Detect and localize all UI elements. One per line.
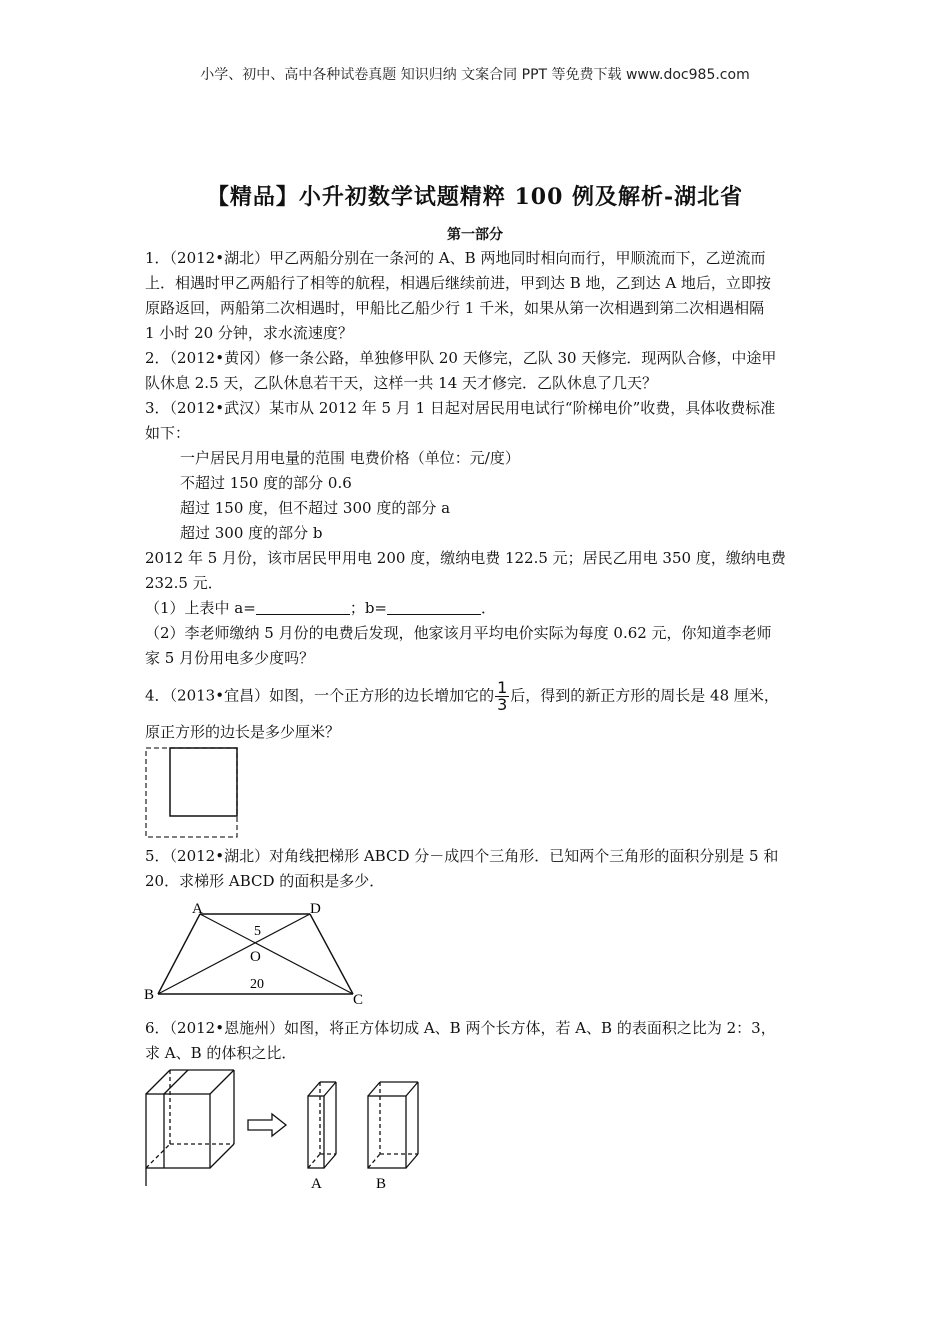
fraction-one-third	[495, 680, 509, 713]
q6-line-1: 6．（2012•恩施州）如图，将正方体切成 A、B 两个长方体，若 A、B 的表面积之比为 2：3，	[145, 1019, 776, 1037]
top-triangle-area: 5	[254, 924, 261, 939]
site-header: 小学、初中、高中各种试卷真题 知识归纳 文案合同 PPT 等免费下载 www.doc985.com	[200, 67, 750, 83]
cube-cut-figure	[140, 1064, 440, 1194]
vertex-b-label: B	[144, 987, 155, 1003]
trapezoid-figure	[140, 900, 380, 1010]
q3-line-1: 3．（2012•武汉）某市从 2012 年 5 月 1 日起对居民用电试行“阶梯电价”收费，具体收费标准	[145, 399, 776, 417]
diagonal-ac	[200, 914, 353, 994]
cube	[146, 1070, 234, 1186]
original-square	[170, 748, 237, 816]
section-heading: 第一部分	[447, 227, 503, 243]
q3-subquestion-1	[145, 598, 496, 618]
vertex-d-label: D	[310, 901, 321, 917]
q4-text-after: 后，得到的新正方形的周长是 48 厘米，	[510, 686, 779, 705]
q3-table-row-1: 一户居民月用电量的范围 电费价格（单位：元/度）	[180, 449, 520, 467]
q5-line-1: 5．（2012•湖北）对角线把梯形 ABCD 分－成四个三角形．已知两个三角形的面积分别是 5 和	[145, 847, 779, 865]
answer-blank-a[interactable]	[256, 600, 350, 615]
q3-line-4: 232.5 元．	[145, 574, 223, 592]
bottom-triangle-area: 20	[250, 977, 264, 992]
prism-b	[368, 1082, 418, 1168]
q5-line-2: 20．求梯形 ABCD 的面积是多少．	[145, 872, 385, 890]
q3-subquestion-2-line-2: 家 5 月份用电多少度吗？	[145, 649, 315, 667]
answer-blank-b[interactable]	[387, 600, 481, 615]
intersection-o-label: O	[250, 949, 261, 965]
prism-a-label: A	[311, 1176, 322, 1192]
fraction-numerator: 1	[497, 678, 508, 697]
q1-line-3: 原路返回，两船第二次相遇时，甲船比乙船少行 1 千米，如果从第一次相遇到第二次相遇相隔	[145, 299, 765, 317]
q3-subquestion-2-line-1: （2）李老师缴纳 5 月份的电费后发现，他家该月平均电价实际为每度 0.62 元，你知道李老师	[145, 624, 772, 642]
vertex-a-label: A	[192, 901, 203, 917]
trapezoid-left-edge	[158, 914, 200, 994]
vertex-c-label: C	[353, 992, 364, 1008]
q6-line-2: 求 A、B 的体积之比．	[145, 1044, 297, 1062]
q4-line-2: 原正方形的边长是多少厘米？	[145, 723, 341, 741]
q1-line-2: 上．相遇时甲乙两船行了相等的航程，相遇后继续前进，甲到达 B 地，乙到达 A 地后，立即按	[145, 274, 771, 292]
document-title: 【精品】小升初数学试题精粹 100 例及解析-湖北省	[206, 184, 744, 210]
arrow-icon	[248, 1114, 286, 1136]
prism-a	[308, 1082, 336, 1168]
q1-line-1: 1．（2012•湖北）甲乙两船分别在一条河的 A、B 两地同时相向而行，甲顺流而下，乙逆流而	[145, 249, 766, 267]
q2-line-1: 2．（2012•黄冈）修一条公路，单独修甲队 20 天修完，乙队 30 天修完．现两队合修，中途甲	[145, 349, 777, 367]
trapezoid-right-edge	[310, 914, 353, 994]
prism-b-label: B	[376, 1176, 387, 1192]
q3-table-row-4: 超过 300 度的部分 b	[180, 524, 323, 542]
q3-line-2: 如下：	[145, 424, 191, 442]
q3-table-row-3: 超过 150 度，但不超过 300 度的部分 a	[180, 499, 451, 517]
q3-s1-mid: ；b=	[349, 599, 387, 617]
q4-square-figure	[140, 742, 250, 842]
fraction-denominator: 3	[497, 695, 508, 714]
q3-line-3: 2012 年 5 月份，该市居民甲用电 200 度，缴纳电费 122.5 元；居民乙用电 350 度，缴纳电费	[145, 549, 786, 567]
q3-table-row-2: 不超过 150 度的部分 0.6	[180, 474, 352, 492]
enlarged-square-dashed	[146, 748, 237, 837]
q2-line-2: 队休息 2.5 天，乙队休息若干天，这样一共 14 天才修完．乙队休息了几天？	[145, 374, 658, 392]
q3-s1-prefix: （1）上表中 a=	[145, 599, 256, 617]
q1-line-4: 1 小时 20 分钟，求水流速度？	[145, 324, 353, 342]
q4-line-1	[145, 680, 779, 713]
diagonal-bd	[158, 914, 310, 994]
q3-s1-end: ．	[481, 599, 497, 617]
q4-text-before: 4．（2013•宜昌）如图，一个正方形的边长增加它的	[145, 686, 495, 705]
